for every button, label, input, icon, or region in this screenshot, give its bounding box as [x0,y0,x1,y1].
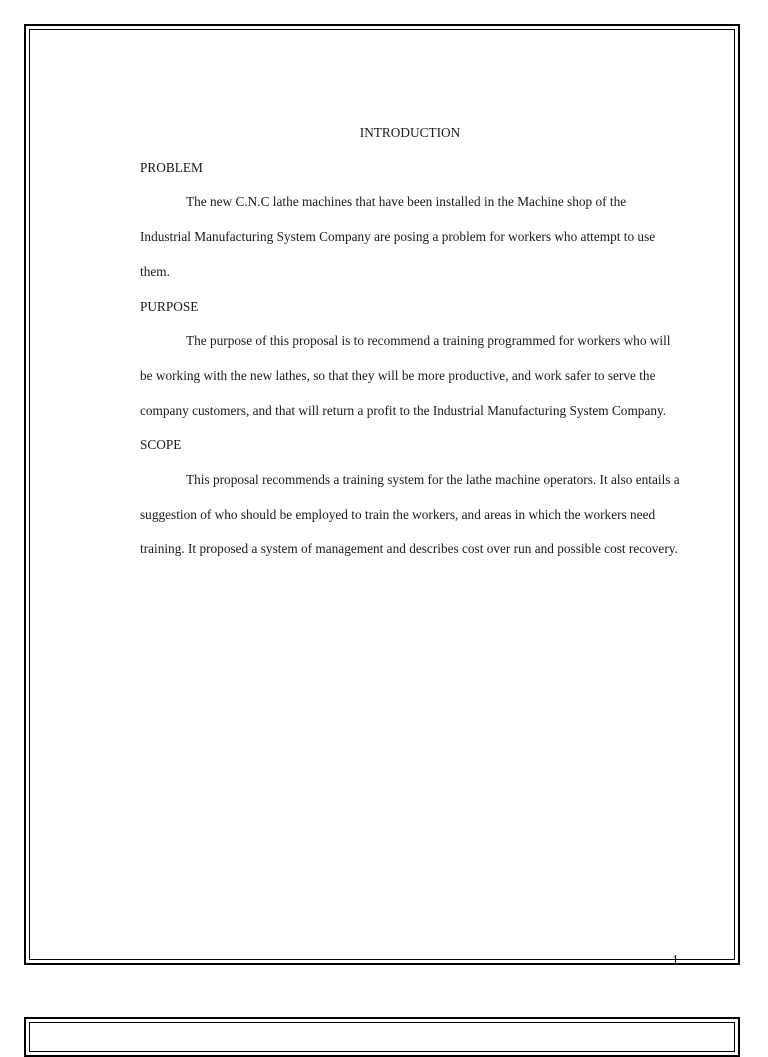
document-title: INTRODUCTION [359,125,461,140]
section-text-problem: The new C.N.C lathe machines that have been installed in the Machine shop of the Industrial Manufacturing System Company are posing a problem for workers who attempt to use them. [140,194,656,279]
section-text-scope: This proposal recommends a training system for the lathe machine operators. It also entails a suggestion of who should be employed to train the workers, and areas in which the workers need training. It proposed a system of management and describes cost over run and possible cost recovery. [140,472,680,557]
next-document-page [24,1017,740,1057]
next-page-border-inner [29,1022,735,1052]
page-content [140,116,680,567]
page-number: 1 [672,952,679,967]
section-heading-purpose: PURPOSE [140,298,199,314]
document-page [24,24,740,965]
section-heading-problem: PROBLEM [140,159,203,175]
section-heading-scope: SCOPE [140,437,182,453]
section-text-purpose: The purpose of this proposal is to recommend a training programmed for workers who will be working with the new lathes, so that they will be more productive, and work safer to serve the company customers, and that will return a profit to the Industrial Manufacturing System Company. [140,333,671,418]
